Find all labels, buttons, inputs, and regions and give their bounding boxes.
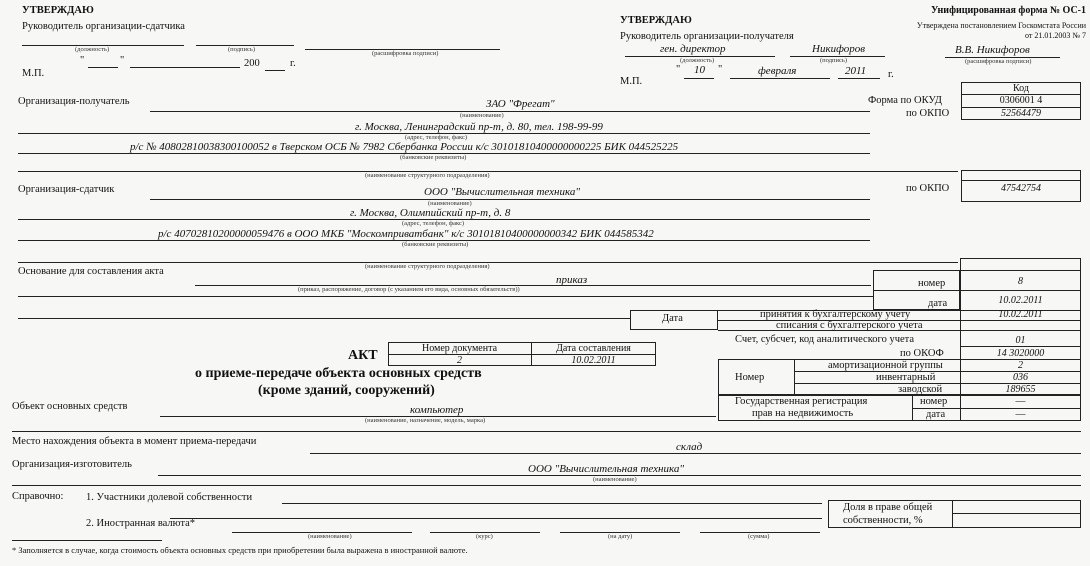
account-label: Счет, субсчет, код аналитического учета [735,334,915,345]
reg-label-1: Государственная регистрация [735,396,868,407]
accept-label: принятия к бухгалтерскому учету [760,309,911,320]
receiver-signature-value: Никифоров [812,43,866,55]
basis-cap: (приказ, распоряжение, договор (с указанием его вида, основных обязательств)) [298,286,520,293]
number-label: Номер [735,372,765,383]
code-divider-3 [961,180,1081,181]
code-header: Код [1013,83,1029,94]
receiver-name: ЗАО "Фрегат" [486,98,555,110]
reg-label-2: прав на недвижимость [752,408,854,419]
okud-label: Форма по ОКУД [868,95,942,106]
act-title: АКТ [348,348,378,363]
reference-item-2: 2. Иностранная валюта* [86,518,195,529]
object-value: компьютер [410,404,464,416]
basis-value: приказ [556,274,588,286]
basis-extra-line-1[interactable] [18,296,873,297]
inv-value: 036 [1013,372,1028,383]
cap-currency-name: (наименование) [308,533,352,540]
basis-divider [873,290,1081,291]
cap-position-left: (должность) [75,46,110,53]
form-approval-2: от 21.01.2003 № 7 [1024,31,1086,40]
shareholders-line-2[interactable] [170,518,822,519]
cap-signature-right: (подпись) [820,57,847,64]
quote-open-right: " [676,64,681,75]
sender-cap-address: (адрес, телефон, факс) [402,220,465,227]
amort-label: амортизационной группы [828,360,943,371]
sender-head-title: Руководитель организации-сдатчика [22,21,185,32]
sender-name: ООО "Вычислительная техника" [424,186,580,198]
share-label-1: Доля в праве общей [843,502,933,513]
receiver-head-title: Руководитель организации-получателя [620,31,794,42]
sender-label: Организация-сдатчик [18,184,115,195]
cap-signature-left: (подпись) [228,46,255,53]
reg-date-label: дата [926,409,946,420]
sender-year-line[interactable] [265,70,285,71]
basis-date-value: 10.02.2011 [998,295,1043,306]
basis-extra-line-2[interactable] [18,318,630,319]
number-table-divider-v [794,359,795,395]
receiver-bank: р/с № 40802810038300100052 в Тверском ОСБ № 7982 Сбербанка России к/с 30101810400000000225 БИК 044525225 [130,141,679,153]
sender-address: г. Москва, Олимпийский пр-т, д. 8 [350,207,511,219]
share-table-divider-v [952,500,953,528]
quote-open: " [80,55,85,66]
sender-bank: р/с 40702810200000059476 в ООО МКБ "Москомприватбанк" к/с 30101810400000000342 БИК 044585342 [158,228,654,240]
footnote: * Заполняется в случае, когда стоимость объекта основных средств при приобретении была выражена в иностранной валюте. [12,545,468,555]
year-prefix: 200 [244,58,260,69]
okpo-sender-label: по ОКПО [906,183,950,194]
cap-currency-rate: (курс) [476,533,493,540]
amort-value: 2 [1018,360,1023,371]
act-subtitle-1: о приеме-передаче объекта основных средств [195,366,482,381]
okud-value: 0306001 4 [999,95,1043,106]
maker-cap: (наименование) [593,476,637,483]
receiver-day-line[interactable] [684,78,714,79]
approve-left: УТВЕРЖДАЮ [22,5,94,16]
reg-num-label: номер [920,396,948,407]
approve-right: УТВЕРЖДАЮ [620,15,692,26]
receiver-cap-address: (адрес, телефон, факс) [405,134,468,141]
mp-left: М.П. [22,68,45,79]
reg-num-value: — [1015,396,1026,407]
form-approval-1: Утверждена постановлением Госкомстата России [916,21,1086,30]
inv-label: инвентарный [876,372,936,383]
receiver-day: 10 [694,64,705,76]
receiver-month: февраля [758,65,797,77]
writeoff-label: списания с бухгалтерского учета [776,320,923,331]
okof-label: по ОКОФ [900,348,944,359]
date-label: Дата [662,313,683,324]
okpo-receiver-label: по ОКПО [906,108,950,119]
basis-number-value: 8 [1018,276,1023,287]
doc-num-header: Номер документа [421,343,498,354]
location-label: Место нахождения объекта в момент приема-передачи [12,436,257,447]
receiver-year: 2011 [845,65,867,77]
footnote-separator [12,540,162,541]
receiver-cap-unit: (наименование структурного подразделения) [365,172,490,179]
quote-close-right: " [718,64,723,75]
share-label-2: собственности, % [843,515,923,526]
mp-right: М.П. [620,76,643,87]
reg-date-value: — [1015,409,1026,420]
okpo-receiver-value: 52564479 [1001,108,1041,119]
factory-label: заводской [898,384,943,395]
shareholders-line[interactable] [282,503,822,504]
doc-date-header: Дата составления [556,343,631,354]
doc-date-value[interactable]: 10.02.2011 [571,355,616,366]
cap-decode-right: (расшифровка подписи) [965,58,1032,65]
account-value: 01 [1015,335,1026,346]
sender-cap-name: (наименование) [428,200,472,207]
sender-cap-unit: (наименование структурного подразделения) [365,263,490,270]
reference-label: Справочно: [12,491,64,502]
receiver-cap-name: (наименование) [460,112,504,119]
cap-decode-left: (расшифровка подписи) [372,50,439,57]
object-label: Объект основных средств [12,401,128,412]
dates-divider-4 [960,346,1081,347]
maker-value: ООО "Вычислительная техника" [528,463,684,475]
doc-num-value[interactable]: 2 [457,355,462,366]
sender-name-line[interactable] [150,199,870,200]
receiver-position-value: ген. директор [660,43,726,55]
location-line[interactable] [310,453,1081,454]
act-subtitle-2: (кроме зданий, сооружений) [258,383,435,398]
receiver-address: г. Москва, Ленинградский пр-т, д. 80, тел. 198-99-99 [355,121,603,133]
receiver-name-line[interactable] [150,111,870,112]
basis-number-label: номер [918,278,946,289]
accept-value: 10.02.2011 [998,309,1043,320]
basis-date-label: дата [928,298,948,309]
basis-label: Основание для составления акта [18,266,164,277]
receiver-month-line[interactable] [730,78,830,79]
receiver-year-line[interactable] [838,78,880,79]
cap-currency-sum: (сумма) [748,533,770,540]
sender-month-line[interactable] [130,67,240,68]
basis-line[interactable] [195,285,871,286]
quote-close: " [120,55,125,66]
maker-extra-line[interactable] [12,485,1081,486]
form-title: Унифицированная форма № ОС-1 [931,5,1086,16]
location-value: склад [676,441,703,453]
okof-value: 14 3020000 [996,348,1045,359]
receiver-label: Организация-получатель [18,96,130,107]
share-table-divider-h [952,513,1081,514]
cap-position-right: (должность) [680,57,715,64]
object-extra-line[interactable] [12,431,1081,432]
sender-day-line[interactable] [88,67,118,68]
okpo-sender-value: 47542754 [1001,183,1041,194]
factory-value: 189655 [1005,384,1036,395]
code-divider-4 [960,270,1081,271]
object-cap: (наименование, назначение, модель, марка) [365,417,486,424]
sender-cap-bank: (банковские реквизиты) [402,241,469,248]
maker-label: Организация-изготовитель [12,459,132,470]
cap-currency-date: (на дату) [608,533,633,540]
receiver-decode-value: В.В. Никифоров [955,44,1030,56]
receiver-cap-bank: (банковские реквизиты) [400,154,467,161]
year-suffix: г. [290,58,296,69]
receiver-year-suffix: г. [888,69,894,80]
reference-item-1: 1. Участники долевой собственности [86,492,253,503]
